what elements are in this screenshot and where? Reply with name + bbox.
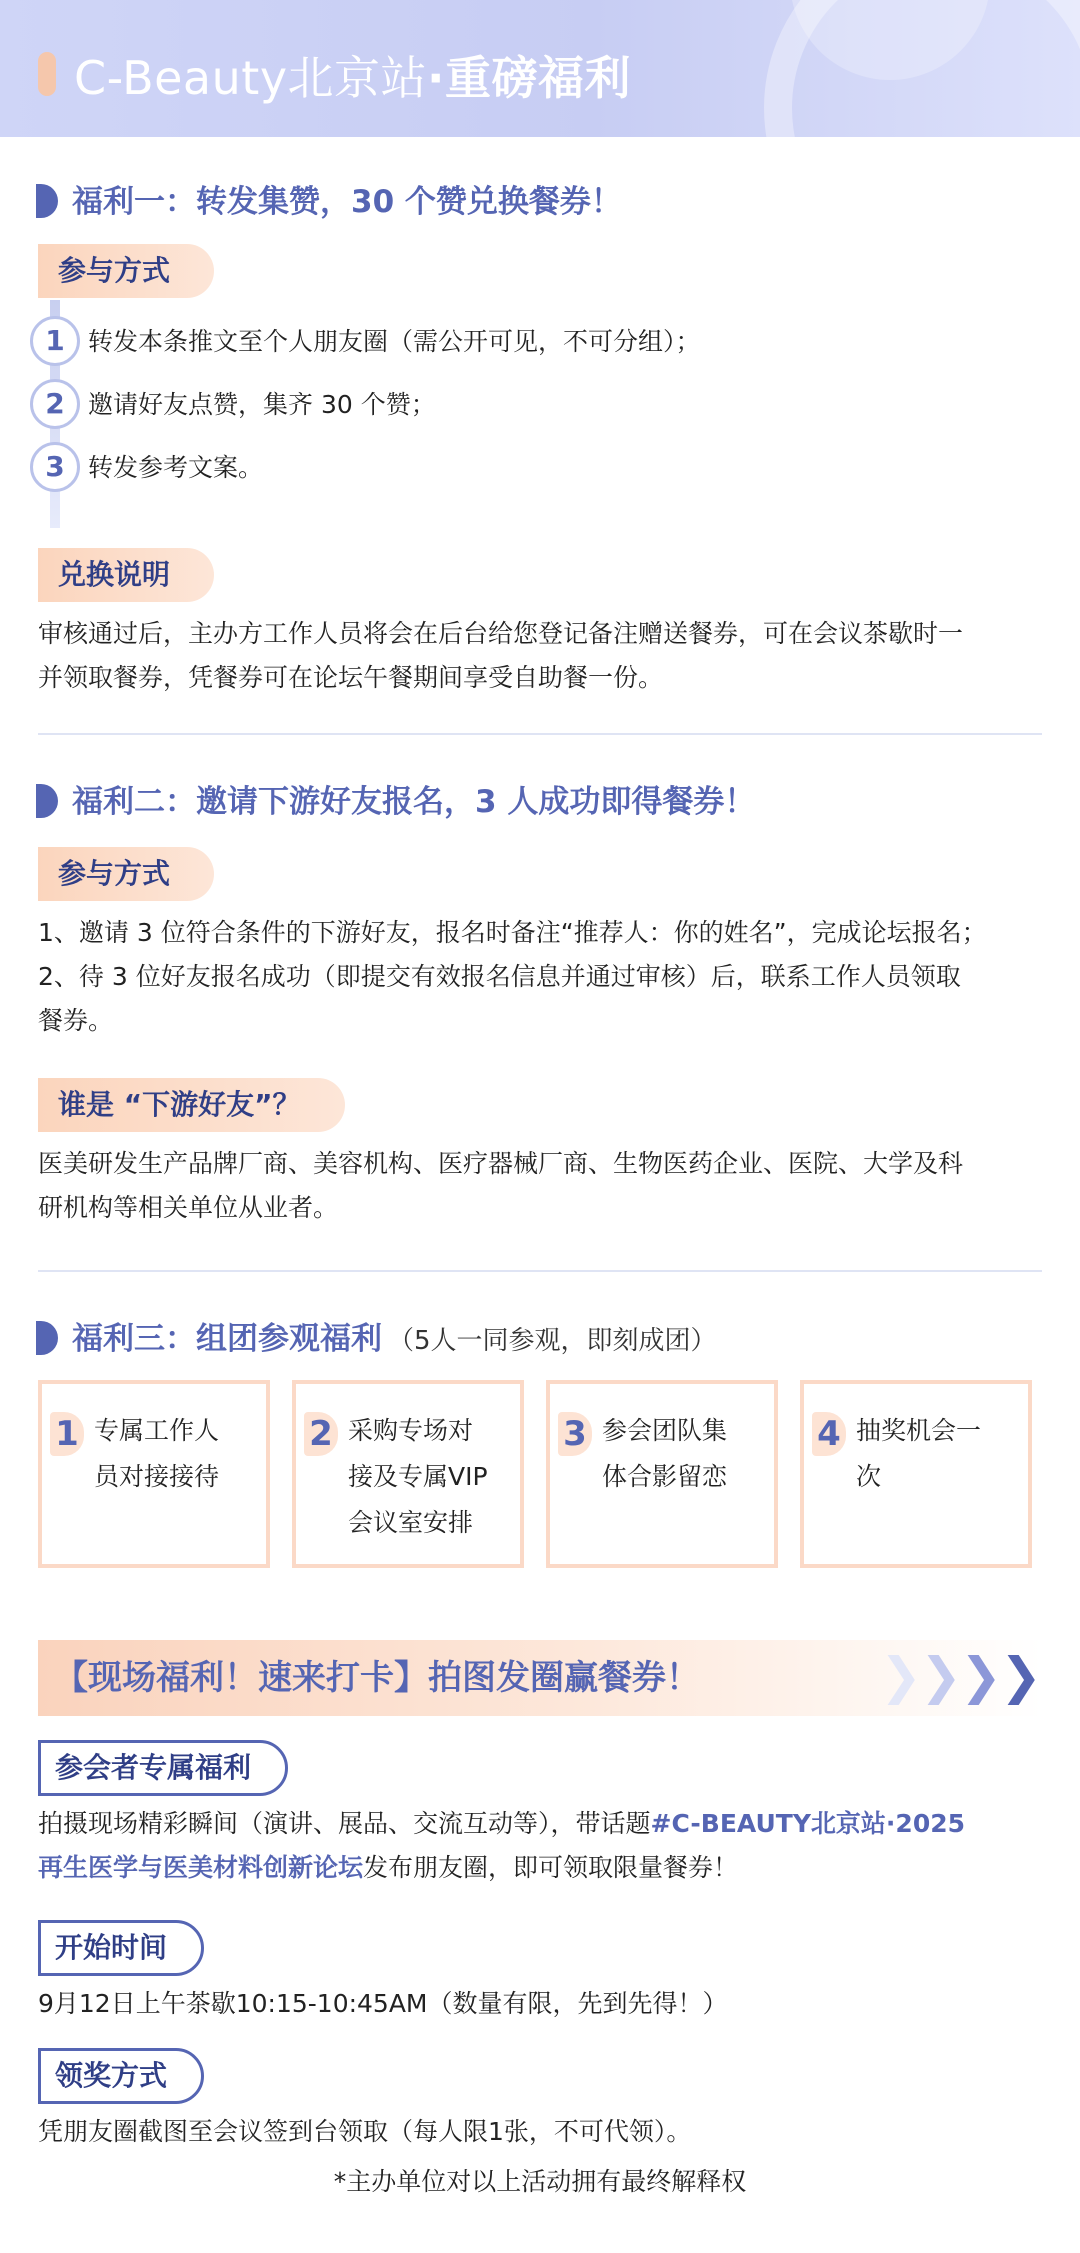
downstream-description: 医美研发生产品牌厂商、美容机构、医疗器械厂商、生物医药企业、医院、大学及科 研机构等相关单位从业者。 [38, 1149, 964, 1222]
benefit-card [800, 1380, 1032, 1568]
chevron-right-icon: ❯ [920, 1647, 962, 1705]
benefit1-redeem-tag: 兑换说明 [38, 548, 214, 602]
page-title: C-Beauty北京站·重磅福利 [74, 51, 632, 105]
chevron-right-icon: ❯ [880, 1647, 922, 1705]
redeem-description: 审核通过后，主办方工作人员将会在后台给您登记备注赠送餐券，可在会议茶歇时一 并领取餐券，凭餐券可在论坛午餐期间享受自助餐一份。 [38, 619, 964, 692]
card-text: 抽奖机会一 次 [856, 1416, 982, 1491]
chevron-right-icon: ❯ [1000, 1647, 1042, 1705]
onsite-banner-title: 【现场福利！速来打卡】拍图发圈赢餐券！ [54, 1658, 700, 1698]
step-number: 2 [30, 379, 80, 429]
benefit-card [546, 1380, 778, 1568]
section-marker-icon [36, 184, 58, 218]
chevron-right-icon: ❯ [960, 1647, 1002, 1705]
benefit2-participate-tag: 参与方式 [38, 847, 214, 901]
step-text: 邀请好友点赞，集齐 30 个赞； [88, 390, 436, 419]
who-downstream-tag: 谁是 “下游好友”？ [38, 1078, 345, 1132]
card-text: 采购专场对 接及专属VIP 会议室安排 [348, 1416, 488, 1537]
section-marker-icon [36, 1321, 58, 1355]
claim-method-text: 凭朋友圈截图至会议签到台领取（每人限1张，不可代领）。 [38, 2117, 692, 2146]
card-number: 1 [50, 1412, 84, 1456]
start-time-text: 9月12日上午茶歇10:15-10:45AM（数量有限，先到先得！） [38, 1989, 728, 2018]
card-number: 3 [558, 1412, 592, 1456]
step-text: 转发本条推文至个人朋友圈（需公开可见，不可分组）； [88, 327, 701, 356]
card-text: 参会团队集 体合影留恋 [602, 1416, 728, 1491]
divider [38, 733, 1042, 735]
divider [38, 1270, 1042, 1272]
section-marker-icon [36, 784, 58, 818]
benefit1-participate-tag: 参与方式 [38, 244, 214, 298]
step-text: 转发参考文案。 [88, 453, 264, 482]
footnote: *主办单位对以上活动拥有最终解释权 [333, 2167, 747, 2196]
benefit-card [38, 1380, 270, 1568]
header-accent-pill [38, 52, 56, 96]
benefit2-title: 福利二：邀请下游好友报名，3 人成功即得餐券！ [36, 776, 755, 821]
step-number: 3 [30, 442, 80, 492]
card-number: 2 [304, 1412, 338, 1456]
card-number: 4 [812, 1412, 846, 1456]
benefit2-steps: 1、邀请 3 位符合条件的下游好友，报名时备注“推荐人：你的姓名”，完成论坛报名； 2、待 3 位好友报名成功（即提交有效报名信息并通过审核）后，联系工作人员领取 餐券。 [38, 918, 987, 1035]
start-time-tag: 开始时间 [38, 1920, 204, 1976]
step-number: 1 [30, 316, 80, 366]
exclusive-benefit-tag: 参会者专属福利 [38, 1740, 288, 1796]
card-text: 专属工作人 员对接接待 [94, 1416, 220, 1491]
claim-method-tag: 领奖方式 [38, 2048, 204, 2104]
benefit3-title: 福利三：组团参观福利 （5人一同参观，即刻成团） [36, 1313, 717, 1358]
benefit-card [292, 1380, 524, 1568]
exclusive-description: 拍摄现场精彩瞬间（演讲、展品、交流互动等），带话题#C-BEAUTY北京站·2025 再生医学与医美材料创新论坛发布朋友圈，即可领取限量餐券！ [38, 1809, 966, 1882]
benefit1-title: 福利一：转发集赞，30 个赞兑换餐券！ [36, 176, 622, 221]
